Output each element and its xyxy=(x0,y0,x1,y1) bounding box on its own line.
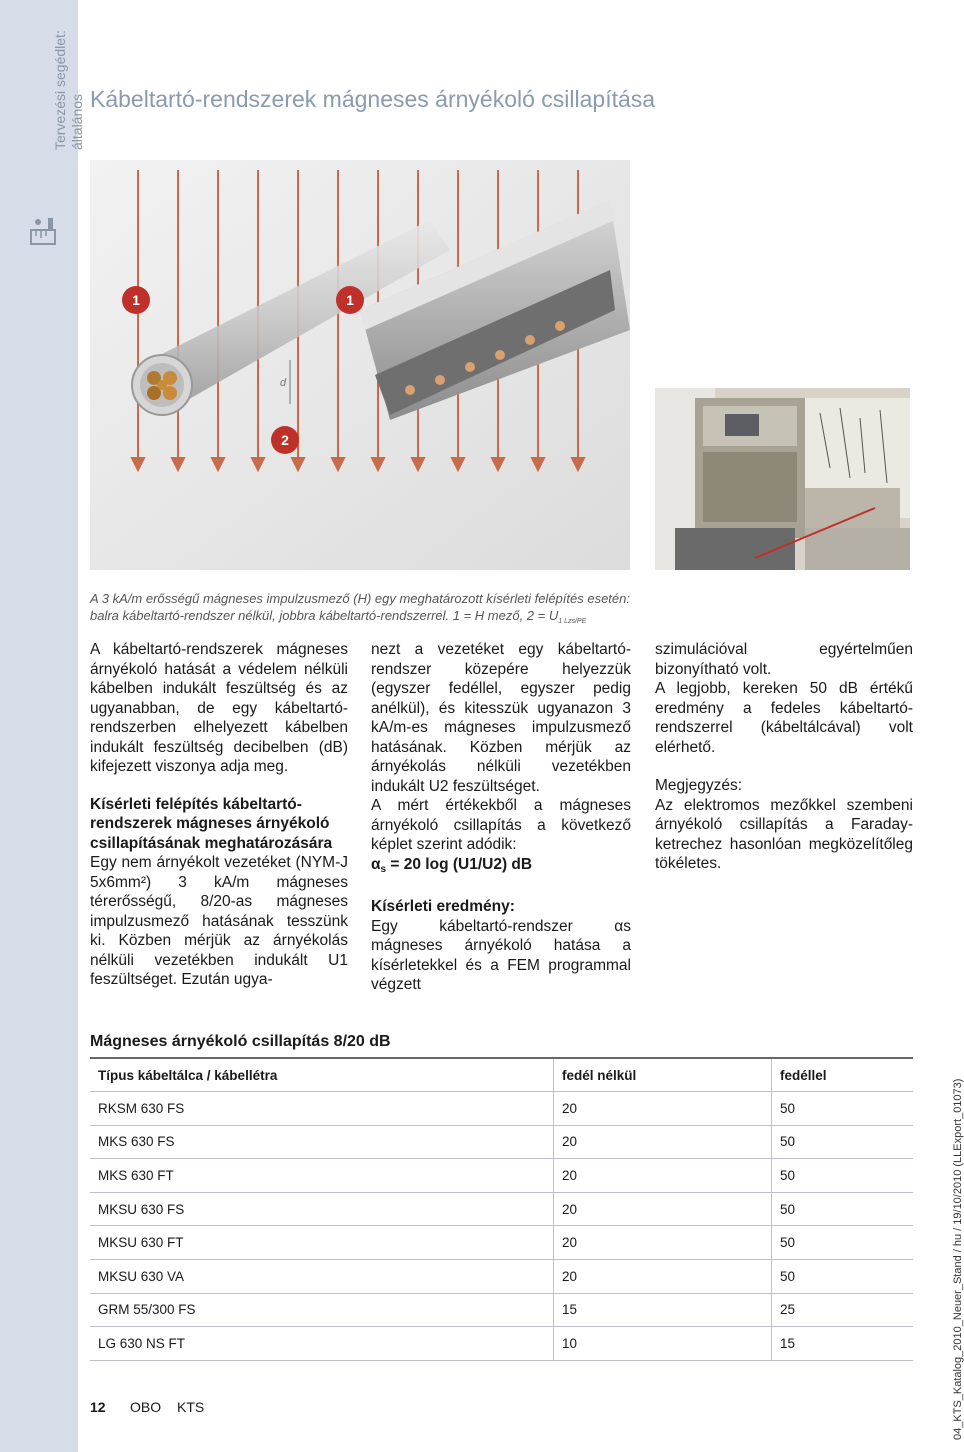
dimension-label: d xyxy=(280,377,287,389)
intro-paragraph: A kábeltartó-rendszerek mágneses árnyékoló hatását a védelem nélküli kábelben indukált feszültség és az ugyanabban, de egy kábeltartó-rendszerben elhelyezett kábelben indukált feszültség decibelben (dB) kifejezett viszonya adja meg. xyxy=(90,641,348,775)
caption-subscript: 1 Lzs/PE xyxy=(558,618,587,625)
header-with-cover: fedéllel xyxy=(772,1058,914,1092)
page-title: Kábeltartó-rendszerek mágneses árnyékoló csillapítása xyxy=(90,86,656,112)
figure-caption xyxy=(90,590,630,630)
table-row: MKSU 630 VA 20 50 xyxy=(90,1259,913,1293)
table-row: MKSU 630 FS 20 50 xyxy=(90,1192,913,1226)
table-row: MKS 630 FS 20 50 xyxy=(90,1125,913,1159)
footer-brand: OBO xyxy=(130,1399,162,1415)
text-column-3 xyxy=(655,640,913,874)
ruler-pencil-icon xyxy=(30,216,56,246)
result-paragraph: Egy kábeltartó-rendszer αs mágneses árnyékoló hatása a kísérletekkel és a FEM programmal végzett xyxy=(371,917,631,993)
continued-paragraph: nezt a vezetéket egy kábeltartó-rendszer közepére helyezzük (egyszer fedéllel, egyszer pedig anélkül), és kitesszük ugyanazon 3 kA/m-es mágneses impulzusmező hatásának. Közben mérjük az árnyékolás nélküli vezetékben indukált U2 feszültséget. xyxy=(371,641,631,795)
simulation-paragraph: szimulációval egyértelműen bizonyítható volt. xyxy=(655,641,913,678)
page-number: 12 xyxy=(90,1399,106,1415)
svg-text:1: 1 xyxy=(346,292,354,308)
formula-intro: A mért értékekből a mágneses árnyékoló csillapítás a következő képlet szerint adódik: xyxy=(371,797,631,853)
sidebar-label-line2: általános xyxy=(69,93,85,150)
attenuation-formula: $\alpha_s = 20$ log (U1/U2) dB xyxy=(371,855,533,875)
sidebar-label-line1: Tervezési segédlet: xyxy=(52,30,68,150)
table-row: GRM 55/300 FS 15 25 xyxy=(90,1293,913,1327)
note-label: Megjegyzés: xyxy=(655,777,743,794)
text-column-2 xyxy=(371,640,631,995)
table-row: LG 630 NS FT 10 15 xyxy=(90,1327,913,1361)
text-column-1 xyxy=(90,640,348,990)
test-lab-photo xyxy=(655,388,910,570)
setup-heading: Kísérleti felépítés kábeltartó-rendszerek mágneses árnyékoló csillapításának meghatározására xyxy=(90,795,333,852)
header-type: Típus kábeltálca / kábellétra xyxy=(90,1058,554,1092)
result-heading: Kísérleti eredmény: xyxy=(371,898,515,915)
badge-field-right xyxy=(336,286,364,314)
caption-text: A 3 kA/m erősségű mágneses impulzusmező (H) egy meghatározott kísérleti felépítés esetén: balra kábeltartó-rendszer nélkül, jobbra kábeltartó-rendszerrel. 1 = H mező, 2 = U xyxy=(90,591,630,623)
table-row: MKS 630 FT 20 50 xyxy=(90,1159,913,1193)
badge-voltage xyxy=(271,426,299,454)
attenuation-table xyxy=(90,1057,913,1361)
footer-section: KTS xyxy=(177,1399,205,1415)
best-result-paragraph: A legjobb, kereken 50 dB értékű eredmény a fedeles kábeltartó-rendszerrel (kábeltálcával) volt elérhető. xyxy=(655,680,913,756)
badge-field-left xyxy=(122,286,150,314)
svg-text:1: 1 xyxy=(132,292,140,308)
header-without-cover: fedél nélkül xyxy=(554,1058,772,1092)
note-paragraph: Az elektromos mezőkkel szembeni árnyékoló csillapítás a Faraday-ketrechez hasonlóan megközelítőleg tökéletes. xyxy=(655,796,913,872)
table-row: MKSU 630 FT 20 50 xyxy=(90,1226,913,1260)
sidebar-section-label xyxy=(52,30,86,150)
table-title: Mágneses árnyékoló csillapítás 8/20 dB xyxy=(90,1033,391,1050)
table-header-row xyxy=(90,1058,913,1092)
setup-paragraph: Egy nem árnyékolt vezetéket (NYM-J 5x6mm²) 3 kA/m mágneses térerősségű, 8/20-as mágneses impulzusmező hatásának tesszünk ki. Közben mérjük az árnyékolás nélküli vezetékben indukált U1 feszültséget. Ezután ugya- xyxy=(90,854,348,988)
document-export-note: 04_KTS_Katalog_2010_Neuer_Stand / hu / 19/10/2010 (LLExport_01073) xyxy=(952,1078,964,1440)
cable-tray-field-figure xyxy=(90,160,630,570)
svg-text:2: 2 xyxy=(281,432,289,448)
table-row: RKSM 630 FS 20 50 xyxy=(90,1092,913,1126)
